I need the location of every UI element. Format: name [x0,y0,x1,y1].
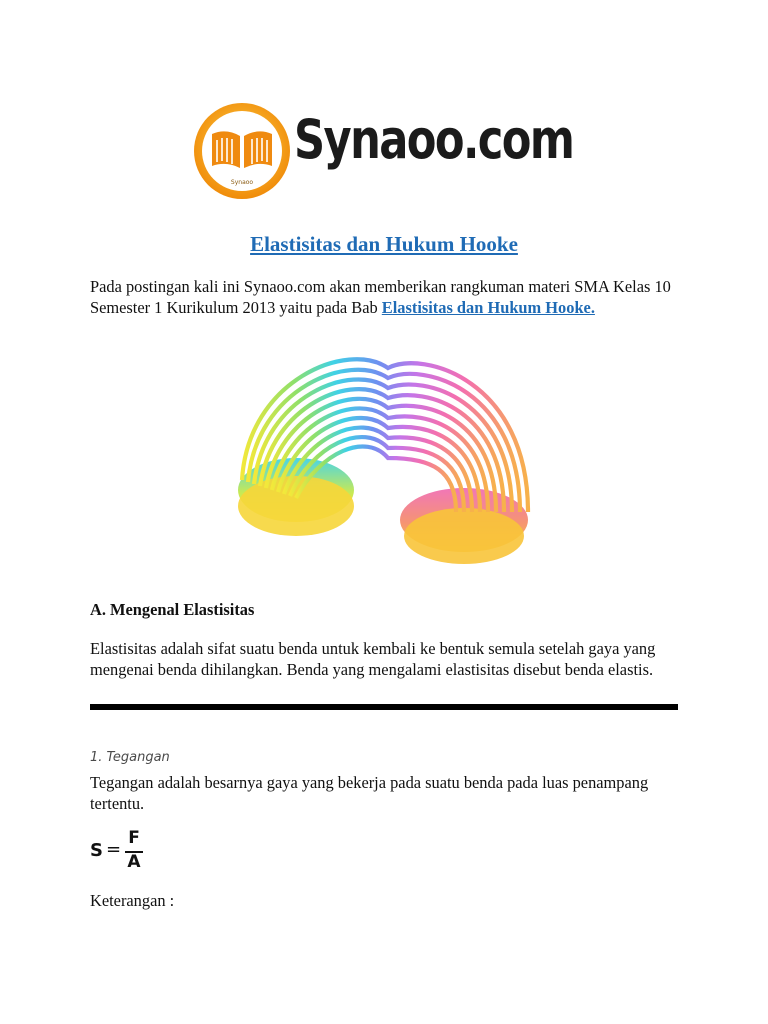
page-title[interactable]: Elastisitas dan Hukum Hooke [250,232,518,256]
section-divider [90,704,678,710]
synaoo-logo [190,100,590,202]
formula-equals: = [106,839,122,860]
intro-paragraph [90,276,690,318]
subsection-1-paragraph: Tegangan adalah besarnya gaya yang bekerja pada suatu benda pada luas penampang tertentu. [90,773,649,813]
keterangan-label: Keterangan : [90,891,175,910]
logo-wordmark: Synaoo.com [294,108,574,171]
formula-numerator: F [128,828,140,848]
section-a-paragraph: Elastisitas adalah sifat suatu benda untuk kembali ke bentuk semula setelah gaya yang mengenai benda dihilangkan. Benda yang mengalami elastisitas disebut benda elastis. [90,639,656,679]
intro-link[interactable]: Elastisitas dan Hukum Hooke. [381,298,595,317]
formula-lhs: S [90,840,103,861]
subsection-1-title: 1. Tegangan [90,750,170,765]
rainbow-slinky-image [228,340,540,585]
formula-denominator: A [127,852,141,872]
svg-text:Synaoo: Synaoo [230,179,254,186]
book-logo-icon [190,100,294,202]
intro-text: Pada postingan kali ini Synaoo.com akan memberikan rangkuman materi SMA Kelas 10 Semester 1 Kurikulum 2013 yaitu pada Bab [90,277,671,317]
section-a-heading: A. Mengenal Elastisitas [90,600,255,619]
